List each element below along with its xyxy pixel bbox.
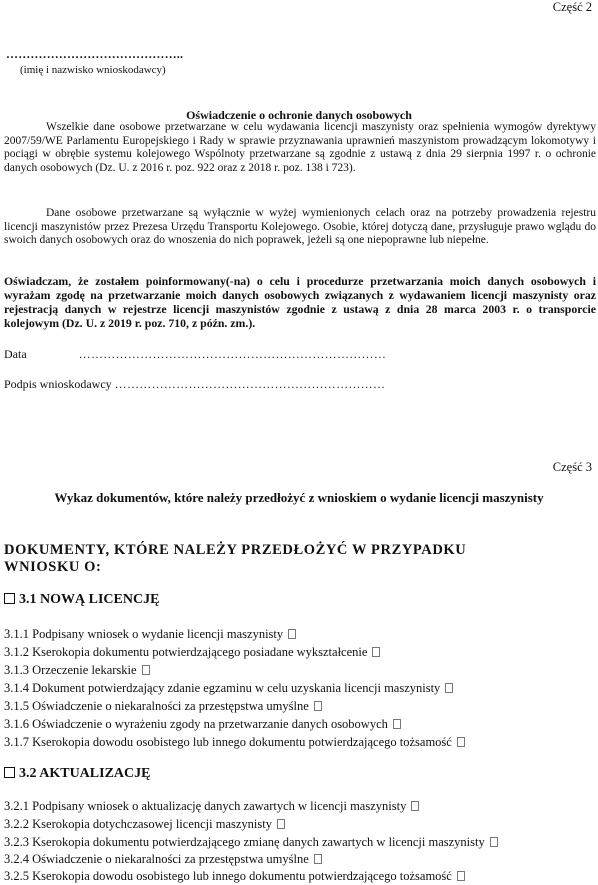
list-item [4,835,498,850]
section-update[interactable] [4,766,150,782]
part3-label: Część 3 [552,460,592,474]
applicant-name-field[interactable]: …………………………………….. [6,47,184,61]
date-row [4,347,386,362]
list-item [4,663,150,678]
declaration-paragraph-1-text: Wszelkie dane osobowe przetwarzane w celu wydawania licencji maszynisty oraz spełnienia wymogów dyrektywy 2007/59/WE Parlamentu Europejskiego i Rady w sprawie przyznawania uprawnień maszynistom prowadzącym lokomotywy i pociągi w obrębie systemu kolejowego Wspólnoty przetwarzane są zgodnie z ustawą z dnia 29 sierpnia 1997 r. o ochronie danych osobowych (Dz. U. z 2016 r. poz. 922 oraz z 2018 r. poz. 138 i 723). [4,121,596,174]
checkbox-icon[interactable] [288,629,296,639]
documents-heading-line2: WNIOSKU O: [4,559,102,575]
documents-heading [4,542,466,576]
list-item-text: 3.1.7 Kserokopia dowodu osobistego lub innego dokumentu potwierdzającego tożsamość [4,735,452,749]
section-new-licence[interactable] [4,592,159,608]
checkbox-icon[interactable] [4,767,15,778]
list-item [4,681,453,696]
signature-label: Podpis wnioskodawcy [4,377,112,391]
list-item [4,735,465,750]
list-item [4,717,401,732]
list-item-text: 3.1.4 Dokument potwierdzający zdanie egzaminu w celu uzyskania licencji maszynisty [4,681,441,695]
checkbox-icon[interactable] [490,837,498,847]
declaration-title: Oświadczenie o ochronie danych osobowych [186,108,412,122]
applicant-name-label: (imię i nazwisko wnioskodawcy) [20,64,166,76]
signature-row [4,377,385,392]
checkbox-icon[interactable] [314,854,322,864]
list-item-text: 3.1.5 Oświadczenie o niekaralności za przestępstwa umyślne [4,699,309,713]
list-item [4,645,380,660]
declaration-paragraph-2-text: Dane osobowe przetwarzane są wyłącznie w wyżej wymienionych celach oraz na potrzeby prowadzenia rejestru licencji maszynistów przez Prezesa Urzędu Transportu Kolejowego. Osobie, której dotyczą dane, przysługuje prawo wglądu do swoich danych osobowych oraz do wnoszenia do nich poprawek, jeżeli są one niepoprawne lub niepełne. [4,207,596,247]
documents-list-title: Wykaz dokumentów, które należy przedłożyć z wnioskiem o wydanie licencji maszynisty [54,490,544,505]
checkbox-icon[interactable] [393,719,401,729]
signature-field[interactable]: ………………………………………………………… [114,377,386,391]
checkbox-icon[interactable] [4,593,15,604]
list-item [4,627,296,642]
list-item [4,817,285,832]
part2-label: Część 2 [552,0,592,14]
documents-heading-line1: DOKUMENTY, KTÓRE NALEŻY PRZEDŁOŻYĆ W PRZYPADKU [4,542,467,558]
declaration-consent: Oświadczam, że zostałem poinformowany(-na) o celu i procedurze przetwarzania moich danych osobowych i wyrażam zgodę na przetwarzanie moich danych osobowych związanych z wydawaniem licencji maszynisty oraz rejestracją danych w rejestrze licencji maszynistów zgodnie z ustawą z dnia 28 marca 2003 r. o transporcie kolejowym (Dz. U. z 2019 r. poz. 710, z późn. zm.). [4,274,596,330]
list-item-text: 3.1.3 Orzeczenie lekarskie [4,663,137,677]
list-item [4,869,465,884]
section-new-licence-heading: 3.1 NOWĄ LICENCJĘ [19,592,160,607]
list-item-text: 3.2.1 Podpisany wniosek o aktualizację danych zawartych w licencji maszynisty [4,799,407,813]
list-item-text: 3.2.4 Oświadczenie o niekaralności za przestępstwa umyślne [4,852,309,866]
checkbox-icon[interactable] [411,801,419,811]
list-item [4,799,419,814]
list-item-text: 3.2.5 Kserokopia dowodu osobistego lub innego dokumentu potwierdzającego tożsamość [4,869,452,883]
checkbox-icon[interactable] [372,647,380,657]
list-item-text: 3.1.1 Podpisany wniosek o wydanie licencji maszynisty [4,627,284,641]
date-label: Data [4,347,27,361]
checkbox-icon[interactable] [314,701,322,711]
checkbox-icon[interactable] [445,683,453,693]
date-field[interactable]: ………………………………………………………………… [78,347,387,361]
checkbox-icon[interactable] [457,871,465,881]
checkbox-icon[interactable] [457,737,465,747]
list-item [4,699,322,714]
declaration-paragraph-2 [4,207,596,248]
list-item-text: 3.2.2 Kserokopia dotychczasowej licencji maszynisty [4,817,272,831]
checkbox-icon[interactable] [277,819,285,829]
list-item-text: 3.1.6 Oświadczenie o wyrażeniu zgody na przetwarzanie danych osobowych [4,717,388,731]
section-update-heading: 3.2 AKTUALIZACJĘ [19,766,151,781]
list-item-text: 3.2.3 Kserokopia dokumentu potwierdzającego zmianę danych zawartych w licencji maszynisty [4,835,485,849]
checkbox-icon[interactable] [142,665,150,675]
declaration-paragraph-1 [4,121,596,175]
list-item-text: 3.1.2 Kserokopia dokumentu potwierdzającego posiadane wykształcenie [4,645,368,659]
list-item [4,852,322,867]
